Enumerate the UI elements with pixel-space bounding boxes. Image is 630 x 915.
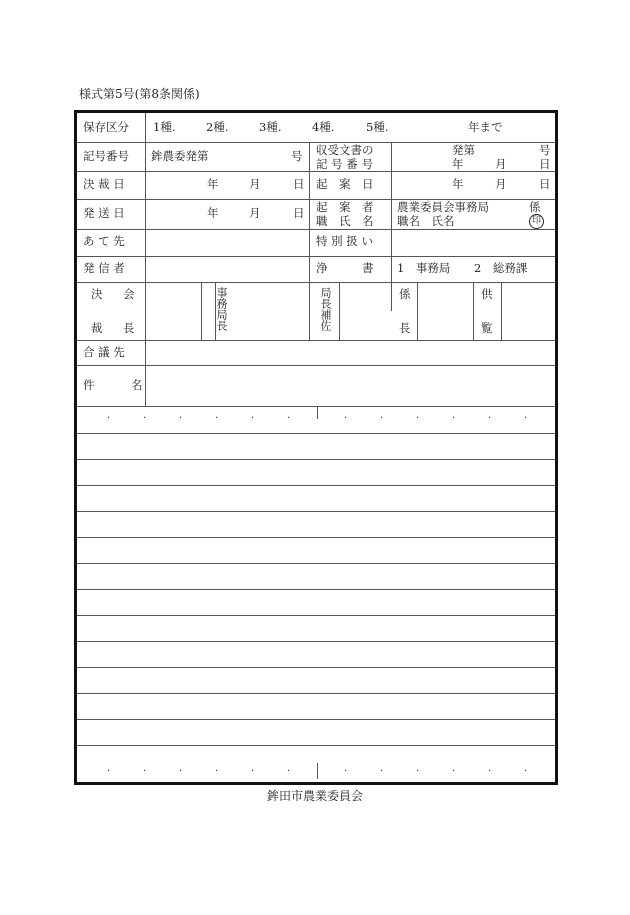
fair-copy-label: 浄 書 — [316, 261, 374, 275]
record-no-suffix: 号 — [291, 149, 303, 163]
kakari-char-1: 係 — [399, 287, 411, 301]
ruled-line — [77, 563, 555, 564]
draft-gatsu: 月 — [495, 177, 507, 191]
sender-label: 発 信 者 — [83, 261, 125, 275]
received-label-2: 記 号 番 号 — [316, 157, 373, 171]
send-gatsu: 月 — [249, 206, 261, 220]
received-go: 号 — [539, 143, 551, 157]
send-nichi: 日 — [293, 206, 305, 220]
drafter-title-name: 職名 氏名 — [397, 214, 455, 228]
column-divider — [339, 282, 340, 340]
kyokuchohosa-label: 局長補佐 — [319, 287, 332, 331]
subject-char-1: 件 — [83, 378, 95, 392]
retention-type-5[interactable]: 5種. — [366, 120, 389, 134]
kyoran-char-2: 覧 — [481, 321, 493, 335]
received-nichi: 日 — [539, 157, 551, 171]
form-title: 様式第5号(第8条関係) — [79, 87, 200, 101]
row-divider — [77, 340, 555, 341]
consult-label: 合 議 先 — [83, 345, 125, 359]
ruled-line — [77, 589, 555, 590]
send-nen: 年 — [207, 206, 219, 220]
ruled-line — [77, 485, 555, 486]
document-form — [74, 110, 558, 785]
retention-type-1[interactable]: 1種. — [153, 120, 176, 134]
ruled-line — [77, 719, 555, 720]
ruled-line — [77, 641, 555, 642]
approval-date-label: 決 裁 日 — [83, 177, 125, 191]
send-date-label: 発 送 日 — [83, 206, 125, 220]
ruled-line — [77, 745, 555, 746]
retention-type-3[interactable]: 3種. — [259, 120, 282, 134]
drafter-office: 農業委員会事務局 — [397, 200, 489, 214]
special-handling-label: 特 別 扱 い — [316, 234, 373, 248]
seal-stamp-icon: 印 — [529, 214, 544, 229]
drafter-label-2: 職 氏 名 — [316, 214, 374, 228]
column-divider — [145, 113, 146, 406]
retention-until: 年まで — [468, 120, 503, 134]
received-label-1: 収受文書の — [316, 143, 374, 157]
ruled-line — [77, 693, 555, 694]
draft-nichi: 日 — [539, 177, 551, 191]
ruled-line — [77, 511, 555, 512]
drafter-kakari: 係 — [529, 200, 541, 214]
record-no-prefix: 鉾農委発第 — [151, 149, 209, 163]
kessai-char-4: 長 — [123, 321, 135, 335]
retention-type-2[interactable]: 2種. — [206, 120, 229, 134]
retention-type-4[interactable]: 4種. — [312, 120, 335, 134]
fair-copy-option-1[interactable]: 1 事務局 — [397, 261, 451, 275]
jimukyokucho-label: 事務局長 — [215, 287, 228, 331]
column-divider — [201, 282, 202, 340]
received-hatsu: 発第 — [452, 143, 475, 157]
kakari-char-2: 長 — [399, 321, 411, 335]
retention-label: 保存区分 — [83, 120, 129, 134]
column-divider — [473, 282, 474, 340]
row-divider — [77, 256, 555, 257]
record-no-label: 記号番号 — [83, 149, 129, 163]
row-divider — [77, 365, 555, 366]
column-divider — [391, 142, 392, 311]
fair-copy-option-2[interactable]: 2 総務課 — [474, 261, 528, 275]
ruled-line — [77, 615, 555, 616]
column-divider — [501, 282, 502, 340]
kyoran-char-1: 供 — [481, 287, 493, 301]
row-divider — [77, 282, 555, 283]
kessai-char-3: 裁 — [91, 321, 103, 335]
received-nen: 年 — [452, 157, 464, 171]
ruled-line — [77, 459, 555, 460]
row-divider — [77, 171, 555, 172]
kessai-char-1: 決 — [91, 287, 103, 301]
drafter-label-1: 起 案 者 — [316, 200, 374, 214]
ruled-line — [77, 433, 555, 434]
approval-gatsu: 月 — [249, 177, 261, 191]
subject-char-2: 名 — [131, 378, 143, 392]
footer-organization: 鉾田市農業委員会 — [266, 789, 363, 803]
dot-row-top: . . . . . . . . . . . . — [107, 410, 528, 421]
addressee-label: あ て 先 — [83, 234, 125, 248]
approval-nen: 年 — [207, 177, 219, 191]
draft-nen: 年 — [452, 177, 464, 191]
ruled-line — [77, 667, 555, 668]
dot-row-bottom: . . . . . . . . . . . . — [107, 763, 528, 774]
received-gatsu: 月 — [495, 157, 507, 171]
draft-date-label: 起 案 日 — [316, 177, 374, 191]
column-divider — [417, 282, 418, 340]
approval-nichi: 日 — [293, 177, 305, 191]
kessai-char-2: 会 — [123, 287, 135, 301]
column-divider — [309, 142, 310, 340]
ruled-line — [77, 537, 555, 538]
row-divider — [77, 229, 555, 230]
